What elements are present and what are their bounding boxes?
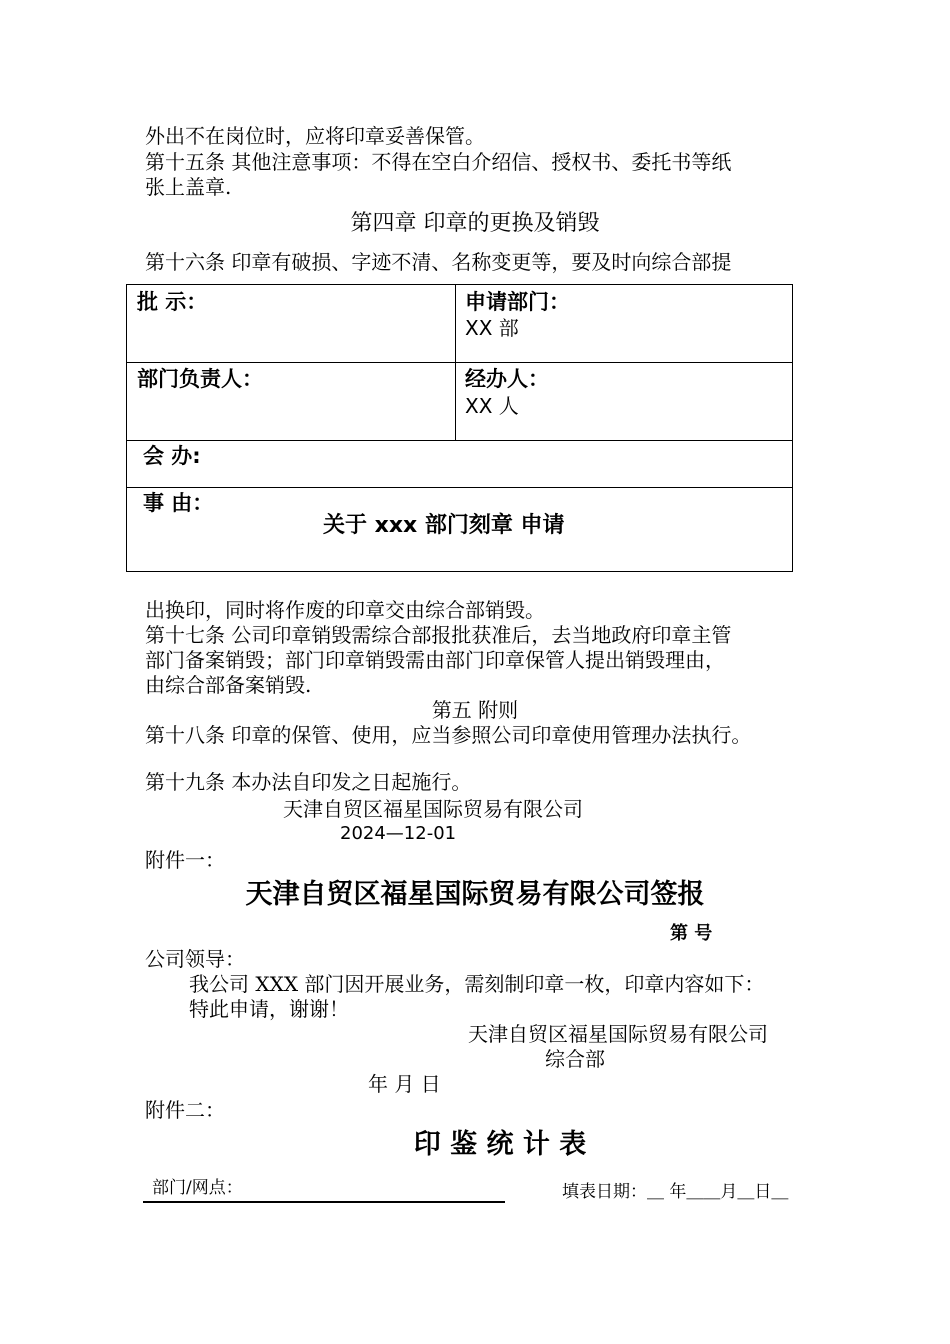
attachment-1-label: 附件一：: [145, 848, 225, 872]
article-19-text: 第十九条 本办法自印发之日起施行。: [145, 770, 472, 794]
salutation: 公司领导：: [145, 947, 245, 971]
applying-dept-value: XX 部: [465, 316, 519, 340]
request-closing: 特此申请，谢谢！: [189, 997, 349, 1021]
signature-company: 天津自贸区福星国际贸易有限公司: [468, 1022, 768, 1046]
approval-table: [126, 284, 793, 572]
dept-branch-underline: [143, 1201, 505, 1203]
body-text-line: 由综合部备案销毁.: [145, 673, 312, 697]
request-body: 我公司 XXX 部门因开展业务，需刻制印章一枚，印章内容如下：: [189, 972, 765, 996]
document-number-label: 第 号: [670, 923, 713, 944]
dept-head-label: 部门负责人：: [137, 367, 263, 391]
fill-date-label: 填表日期：＿ 年＿＿月＿日＿: [562, 1182, 789, 1202]
chapter-5-heading: 第五 附则: [431, 698, 519, 722]
article-15-text: 第十五条 其他注意事项：不得在空白介绍信、授权书、委托书等纸: [145, 150, 732, 174]
table-divider: [127, 487, 792, 488]
body-text-line: 出换印，同时将作废的印章交由综合部销毁。: [145, 598, 545, 622]
seal-statistics-title: 印 鉴 统 计 表: [413, 1129, 587, 1160]
issue-date: 2024—12-01: [340, 823, 457, 844]
applying-dept-label: 申请部门：: [465, 290, 570, 314]
handler-value: XX 人: [465, 394, 519, 418]
table-divider: [127, 440, 792, 441]
signature-dept: 综合部: [545, 1047, 605, 1071]
attachment-2-label: 附件二：: [145, 1098, 225, 1122]
article-17-text: 第十七条 公司印章销毁需综合部报批获准后，去当地政府印章主管: [145, 623, 732, 647]
article-18-text: 第十八条 印章的保管、使用，应当参照公司印章使用管理办法执行。: [145, 723, 752, 747]
chapter-4-heading: 第四章 印章的更换及销毁: [350, 211, 600, 236]
instruction-label: 批 示：: [137, 290, 208, 314]
body-text-line: 外出不在岗位时，应将印章妥善保管。: [145, 124, 485, 148]
reason-label: 事 由：: [143, 491, 214, 515]
reason-value: 关于 xxx 部门刻章 申请: [323, 513, 565, 538]
company-name: 天津自贸区福星国际贸易有限公司: [283, 797, 583, 821]
body-text-line: 张上盖章.: [145, 175, 232, 199]
body-text-line: 部门备案销毁；部门印章销毁需由部门印章保管人提出销毁理由，: [145, 648, 725, 672]
countersign-label: 会 办:: [143, 444, 201, 468]
handler-label: 经办人：: [465, 367, 549, 391]
attachment-1-title: 天津自贸区福星国际贸易有限公司签报: [245, 879, 705, 910]
article-16-text: 第十六条 印章有破损、字迹不清、名称变更等，要及时向综合部提: [145, 250, 732, 274]
dept-branch-label: 部门/网点：: [152, 1178, 243, 1198]
signature-date: 年 月 日: [368, 1072, 441, 1096]
table-divider: [127, 362, 792, 363]
